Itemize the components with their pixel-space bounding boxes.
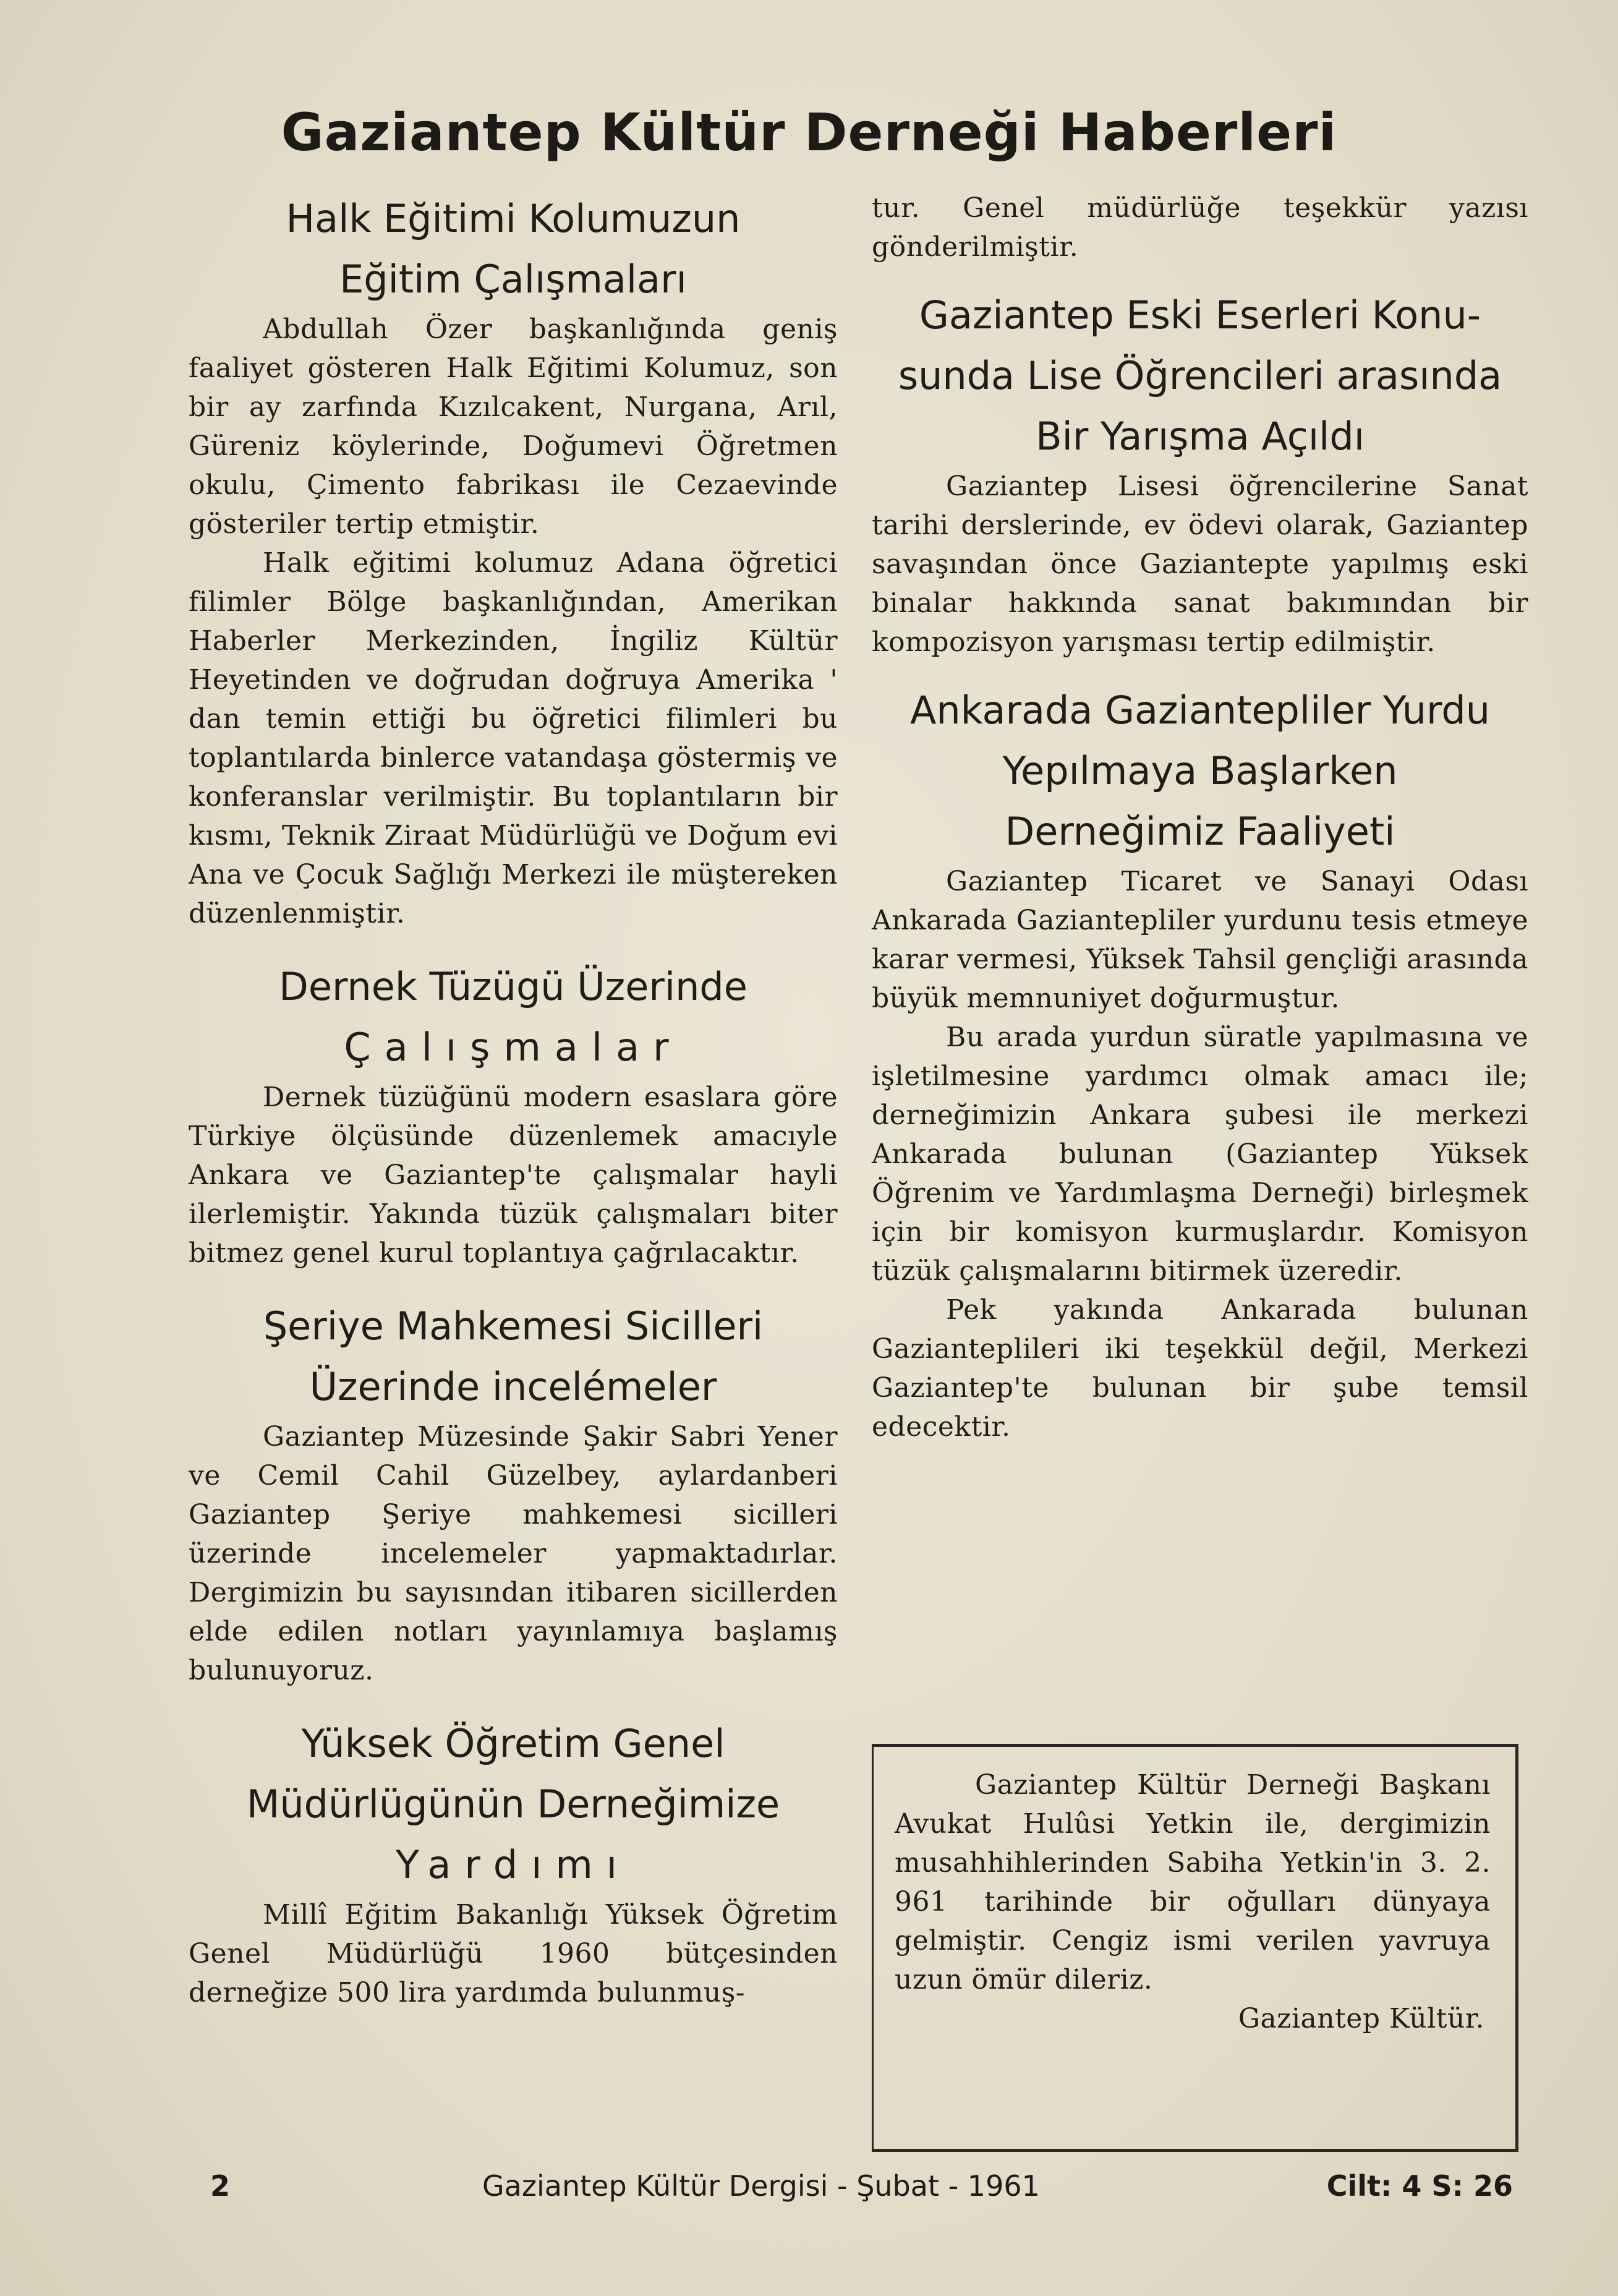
footer-title: Gaziantep Kültür Dergisi - Şubat - 1961 — [482, 2169, 1040, 2203]
heading-line: Eğitim Çalışmaları — [339, 257, 687, 302]
heading-line: Derneğimiz Faaliyeti — [1005, 809, 1395, 854]
article-section — [189, 1713, 838, 2012]
heading-line: Halk Eğitimi Kolumuzun — [286, 196, 741, 241]
article-paragraph: Gaziantep Müzesinde Şakir Sabri Yener ve Cemil Cahil Güzelbey, aylardanberi Gaziantep Şeriye mahkemesi sicilleri üzerinde incelemeler yapmaktadırlar. Dergimizin bu sayısından itibaren sicillerden elde edilen notları yayınlamıya başlamış bulunuyoruz. — [189, 1421, 838, 1686]
heading-line: Çalışmalar — [344, 1025, 683, 1070]
article-section — [872, 285, 1528, 662]
article-heading — [189, 1296, 838, 1417]
heading-line: Yepılmaya Başlarken — [1002, 748, 1398, 793]
article-heading — [189, 957, 838, 1078]
left-column — [189, 189, 838, 2036]
article-heading — [872, 680, 1528, 862]
heading-line: Ankarada Gaziantepliler Yurdu — [909, 688, 1491, 733]
article-paragraph: Gaziantep Lisesi öğrencilerine Sanat tarihi derslerinde, ev ödevi olarak, Gaziantep savaşından önce Gaziantepte yapılmış eski binalar hakkında sanat bakımından bir kompozisyon yarışması tertip edilmiştir. — [872, 471, 1528, 658]
article-paragraph: Dernek tüzüğünü modern esaslara göre Türkiye ölçüsünde düzenlemek amacıyle Ankara ve Gaziantep'te çalışmalar hayli ilerlemiştir. Yakında tüzük çalışmaları biter bitmez genel kurul toplantıya çağrılacaktır. — [189, 1082, 838, 1269]
heading-line: Şeriye Mahkemesi Sicilleri — [263, 1304, 764, 1349]
right-column — [872, 189, 1528, 1465]
page-footer — [210, 2169, 1513, 2206]
article-section — [189, 1296, 838, 1690]
heading-line: Yardımı — [396, 1842, 631, 1887]
article-heading — [189, 189, 838, 310]
article-section — [872, 189, 1528, 267]
article-section — [189, 957, 838, 1273]
article-paragraph: Pek yakında Ankarada bulunan Gazianteplileri iki teşekkül değil, Merkezi Gaziantep'te bulunan bir şube temsil edecektir. — [872, 1294, 1528, 1443]
announcement-text: Gaziantep Kültür Derneği Başkanı Avukat Hulûsi Yetkin ile, dergimizin musahhihlerinden Sabiha Yetkin'in 3. 2. 961 tarihinde bir oğulları dünyaya gelmiştir. Cengiz ismi verilen yavruya uzun ömür dileriz. — [895, 1769, 1491, 1995]
birth-announcement-box — [872, 1744, 1518, 2152]
page-masthead: Gaziantep Kültür Derneği Haberleri — [281, 102, 1337, 163]
article-paragraph: Millî Eğitim Bakanlığı Yüksek Öğretim Genel Müdürlüğü 1960 bütçesinden derneğize 500 lira yardımda bulunmuş- — [189, 1899, 838, 2008]
article-paragraph: tur. Genel müdürlüğe teşekkür yazısı gönderilmiştir. — [872, 192, 1528, 263]
heading-line: Gaziantep Eski Eserleri Konu- — [919, 292, 1481, 338]
article-heading — [872, 285, 1528, 467]
page-number: 2 — [210, 2169, 231, 2203]
heading-line: Üzerinde incelémeler — [309, 1364, 717, 1409]
article-paragraph: Halk eğitimi kolumuz Adana öğretici filimler Bölge başkanlığından, Amerikan Haberler Merkezinden, İngiliz Kültür Heyetinden ve doğrudan doğruya Amerika ' dan temin ettiği bu öğretici filimleri bu toplantılarda binlerce vatandaşa göstermiş ve konferanslar verilmiştir. Bu toplantıların bir kısmı, Teknik Ziraat Müdürlüğü ve Doğum evi Ana ve Çocuk Sağlığı Merkezi ile müştereken düzenlenmiştir. — [189, 547, 838, 929]
article-paragraph: Bu arada yurdun süratle yapılmasına ve işletilmesine yardımcı olmak amacı ile; derneğimizin Ankara şubesi ile merkezi Ankarada bulunan (Gaziantep Yüksek Öğrenim ve Yardımlaşma Derneği) birleşmek için bir komisyon kurmuşlardır. Komisyon tüzük çalışmalarını bitirmek üzeredir. — [872, 1022, 1528, 1287]
article-paragraph: Abdullah Özer başkanlığında geniş faaliyet gösteren Halk Eğitimi Kolumuz, son bir ay zarfında Kızılcakent, Nurgana, Arıl, Güreniz köylerinde, Doğumevi Öğretmen okulu, Çimento fabrikası ile Cezaevinde gösteriler tertip etmiştir. — [189, 314, 838, 540]
heading-line: Dernek Tüzügü Üzerinde — [279, 964, 747, 1009]
article-section — [189, 189, 838, 933]
heading-line: Müdürlügünün Derneğimize — [246, 1782, 780, 1827]
volume-issue: Cilt: 4 S: 26 — [1326, 2169, 1513, 2203]
heading-line: Yüksek Öğretim Genel — [301, 1721, 725, 1766]
heading-line: sunda Lise Öğrencileri arasında — [898, 353, 1502, 398]
article-section — [872, 680, 1528, 1446]
announcement-signature: Gaziantep Kültür. — [1238, 2003, 1484, 2034]
article-paragraph: Gaziantep Ticaret ve Sanayi Odası Ankarada Gaziantepliler yurdunu tesis etmeye karar vermesi, Yüksek Tahsil gençliği arasında büyük memnuniyet doğurmuştur. — [872, 866, 1528, 1014]
heading-line: Bir Yarışma Açıldı — [1036, 414, 1365, 459]
article-heading — [189, 1713, 838, 1895]
